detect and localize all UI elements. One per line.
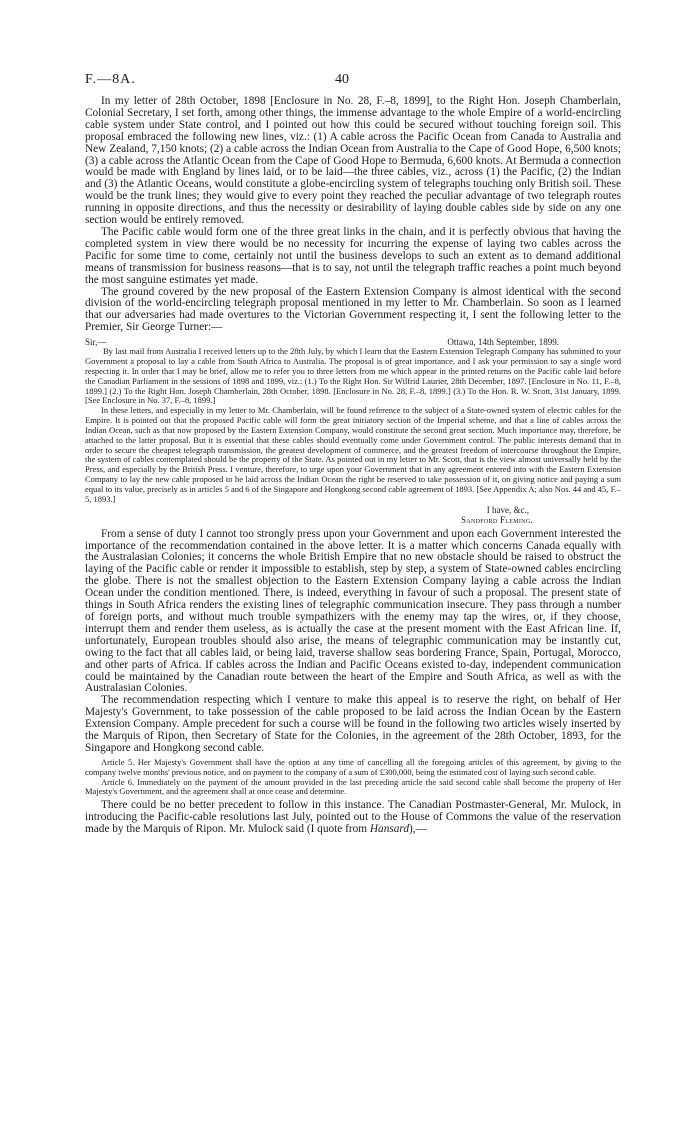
paragraph-2: The Pacific cable would form one of the three great links in the chain, and it is perfectly obvious that having the completed system in view there would be no necessity for incurring the expense of laying two cables across the Pacific for some time to come, certainly not until the business develops to such an extent as to demand additional means of transmission for business reasons—that is to say, not until the telegraph traffic reaches a point much beyond the most sanguine estimates yet made. bbox=[85, 225, 621, 286]
paragraph-6-start: There could be no better precedent to follow in this instance. The Canadian Postmaster-General, Mr. Mulock, in introducing the Pacific-cable resolutions last July, pointed out to the House of Commons the value of the reservation made by the Marquis of Ripon. Mr. Mulock said (I quote from bbox=[85, 799, 621, 836]
article-5: Article 5. Her Majesty's Government shall have the option at any time of cancelling all the foregoing articles of this agreement, by giving to the company twelve months' previous notice, and on payment to the company of a sum of £300,000, being the estimated cost of laying such second cable. bbox=[85, 756, 621, 777]
paragraph-3: The ground covered by the new proposal of the Eastern Extension Company is almost identical with the second division of the world-encircling telegraph proposal mentioned in my letter to Mr. Chamberlain. So soon as I learned that our adversaries had made overtures to the Victorian Government respecting it, I sent the following letter to the Premier, Sir George Turner:— bbox=[85, 285, 621, 334]
paragraph-6-end: ),— bbox=[409, 823, 427, 836]
letter-salutation: Sir,— bbox=[85, 337, 107, 348]
page-number: 40 bbox=[335, 72, 349, 87]
paragraph-5: The recommendation respecting which I venture to make this appeal is to reserve the right, on behalf of Her Majesty's Government, to take possession of the cable proposed to be laid across the Indian Ocean by the Eastern Extension Company. Ample precedent for such a course will be found in the following two articles wisely inserted by the Marquis of Ripon, then Secretary of State for the Colonies, in the agreement of the 28th October, 1893, for the Singapore and Hongkong second cable. bbox=[85, 694, 621, 754]
paragraph-6 bbox=[85, 800, 621, 836]
letter-paragraph-2: In these letters, and especially in my letter to Mr. Chamberlain, will be found reference to the subject of a State-owned system of electric cables for the Empire. It is pointed out that the proposed Pacific cable will form the great initiatory section of the Imperial scheme, and that a line of cables across the Indian Ocean, such as that now proposed by the Eastern Extension Company, would constitute the second great section. Much importance may, therefore, be attached to the latter proposal. But it is essential that these cables should eventually come under Government control. The public interests demand that in order to secure the cheapest telegraph transmission, the greatest development of commerce, and the greatest freedom of intercourse throughout the Empire, the system of cables contemplated should be the property of the State. As pointed out in my letter to Mr. Scott, that is the view almost universally held by the Press, and especially by the British Press. I venture, therefore, to urge upon your Government that in any agreement entered into with the Eastern Extension Company to lay the new cable proposed to be laid across the Indian Ocean the right be reserved to take possession of it, on giving notice and paying a sum equal to its value, precisely as in articles 5 and 6 of the Singapore and Hongkong second cable agreement of 1893. [See Appendix A; also Nos. 44 and 45, F.–5, 1893.] bbox=[85, 405, 621, 504]
letter-place-date: Ottawa, 14th September, 1899. bbox=[447, 337, 559, 348]
document-reference: F.—8A. bbox=[85, 72, 136, 87]
paragraph-1: In my letter of 28th October, 1898 [Enclosure in No. 28, F.–8, 1899], to the Right Hon. Joseph Chamberlain, Colonial Secretary, I set forth, among other things, the immense advantage to the whole Empire of a world-encircling cable system under State control, and I pointed out how this could be secured without touching foreign soil. This proposal embraced the following new lines, viz.: (1) A cable across the Pacific Ocean from Canada to Australia and New Zealand, 7,150 knots; (2) a cable across the Indian Ocean from Australia to the Cape of Good Hope, 6,500 knots; (3) a cable across the Atlantic Ocean from the Cape of Good Hope to Bermuda, 6,600 knots. At Bermuda a connection would be made with England by lines laid, or to be laid—the three cables, viz., across (1) the Pacific, (2) the Indian and (3) the Atlantic Oceans, would constitute a globe-encircling system of telegraphs touching only British soil. These would be the trunk lines; they would give to every point they reached the peculiar advantage of two telegraph routes running in opposite directions, and thus the necessity or desirability of laying double cables side by side on any one section would be entirely removed. bbox=[85, 95, 621, 227]
letter-signature: Sandford Fleming. bbox=[461, 514, 533, 525]
hansard-citation: Hansard bbox=[369, 823, 410, 836]
document-body bbox=[85, 96, 621, 836]
paragraph-4: From a sense of duty I cannot too strongly press upon your Government and upon each Government interested the importance of the recommendation contained in the above letter. It is a matter which concerns Canada equally with the Australasian Colonies; it concerns the whole British Empire that no new obstacle should be raised to obstruct the laying of the Pacific cable or render it impossible to establish, step by step, a system of State-owned cables encircling the globe. There is not the smallest objection to the Eastern Extension Company laying a cable across the Indian Ocean under the condition mentioned. There, is indeed, everything in favour of such a proposal. The present state of things in South Africa renders the existing lines of telegraphic communication insecure. They pass through a number of foreign ports, and without much trouble sympathizers with the enemy may tap the wires, or, if they choose, interrupt them and render them useless, as is actually the case at the present moment with the East African line. If, unfortunately, European troubles should also arise, the means of telegraphic communication may be instantly cut, owing to the fact that all cables laid, or being laid, traverse shallow seas bordering France, Spain, Portugal, Morocco, and other parts of Africa. If cables across the Indian and Pacific Oceans existed to-day, independent communication could be maintained by the Canadian route between the heart of the Empire and South Africa, as well as with the Australasian Colonies. bbox=[85, 527, 621, 695]
page-header bbox=[85, 72, 621, 92]
article-6: Article 6. Immediately on the payment of the amount provided in the last preceding article the said second cable shall become the property of Her Majesty's Government, and the agreement shall at once cease and determine. bbox=[85, 776, 621, 797]
letter-paragraph-1: By last mail from Australia I received letters up to the 28th July, by which I learn that the Eastern Extension Telegraph Company has submitted to your Government a proposal to lay a cable from South Africa to Australia. The proposal is of great importance, and I ask your permission to say a single word respecting it. In order that I may be brief, allow me to refer you to three letters from me which appear in the printed returns on the Pacific cable laid before the Canadian Parliament in the sessions of 1898 and 1899, viz.: (1.) To the Right Hon. Sir Wilfrid Laurier, 28th December, 1897. [Enclosure in No. 11, F.–8, 1899.] (2.) To the Right Hon. Joseph Chamberlain, 28th October, 1898. [Enclosure in No. 28, F.–8, 1899.] (3.) To the Hon. R. W. Scott, 31st January, 1899. [See Enclosure in No. 37, F.–8, 1899.] bbox=[85, 346, 621, 406]
letter-closing: I have, &c., bbox=[486, 504, 529, 515]
